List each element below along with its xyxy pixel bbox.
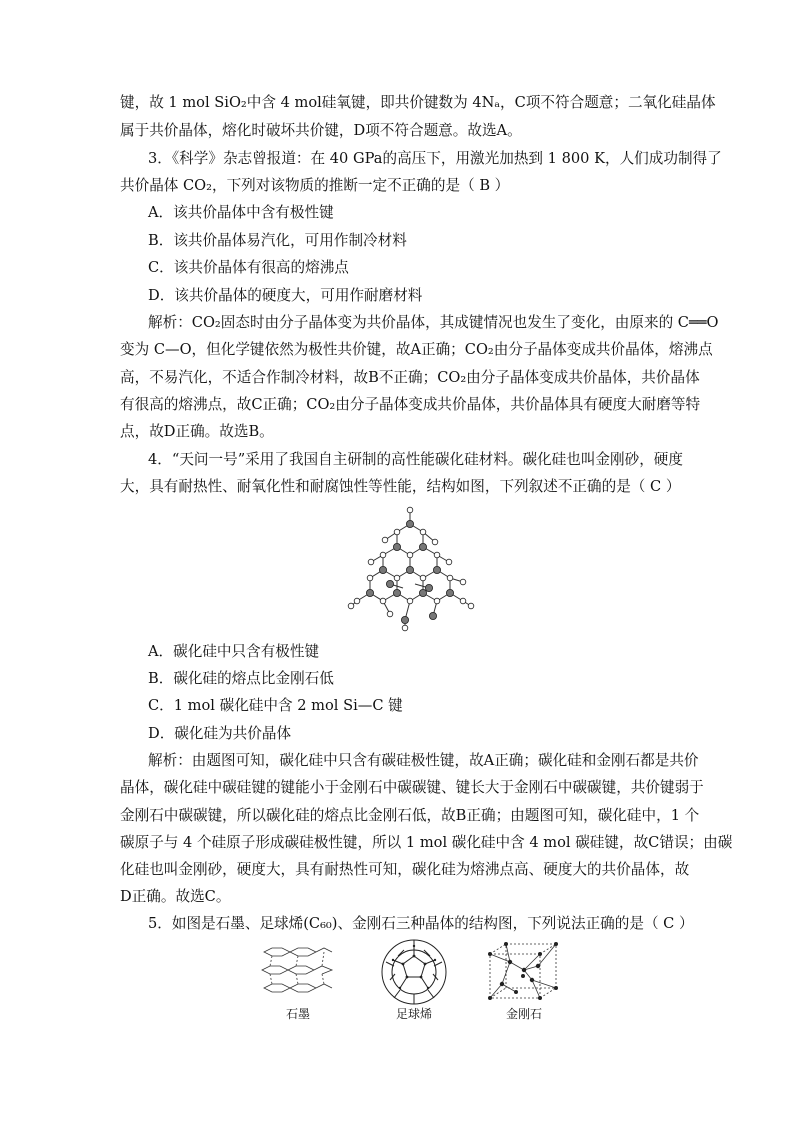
q4-analysis: 解析：由题图可知，碳化硅中只含有碳硅极性键，故A正确；碳化硅和金刚石都是共价 bbox=[148, 752, 699, 769]
q4-analysis: D正确。故选C。 bbox=[120, 888, 231, 905]
q3-option-b: B．该共价晶体易汽化，可用作制冷材料 bbox=[148, 232, 407, 249]
q3-option-a: A．该共价晶体中含有极性键 bbox=[148, 204, 334, 221]
caption-diamond: 金刚石 bbox=[505, 1007, 542, 1021]
q3-option-d: D．该共价晶体的硬度大，可用作耐磨材料 bbox=[148, 287, 423, 304]
q4-stem: 4．“天问一号”采用了我国自主研制的高性能碳化硅材料。碳化硅也叫金刚砂，硬度 bbox=[148, 451, 683, 468]
silicon-carbide-structure-figure bbox=[345, 502, 480, 632]
paragraph-line: 属于共价晶体，熔化时破坏共价键，D项不符合题意。故选A。 bbox=[120, 122, 522, 139]
q3-stem: 3．《科学》杂志曾报道：在 40 GPa的高压下，用激光加热到 1 800 K，人们成功制得了 bbox=[148, 150, 722, 167]
q3-analysis: 变为 C—O，但化学键依然为极性共价键，故A正确；CO₂由分子晶体变成共价晶体，熔沸点 bbox=[120, 341, 713, 358]
q4-option-d: D．碳化硅为共价晶体 bbox=[148, 725, 292, 742]
q3-analysis: 高，不易汽化，不适合作制冷材料，故B不正确；CO₂由分子晶体变成共价晶体，共价晶体 bbox=[120, 369, 700, 386]
q4-option-b: B．碳化硅的熔点比金刚石低 bbox=[148, 670, 334, 687]
graphite-structure-figure bbox=[258, 942, 338, 1002]
q3-analysis: 解析：CO₂固态时由分子晶体变为共价晶体，其成键情况也发生了变化，由原来的 C══O bbox=[148, 314, 719, 331]
diamond-structure-figure bbox=[484, 940, 564, 1002]
q4-analysis: 金刚石中碳碳键，所以碳化硅的熔点比金刚石低，故B正确；由题图可知，碳化硅中，1 个 bbox=[120, 807, 700, 824]
q3-option-c: C．该共价晶体有很高的熔沸点 bbox=[148, 259, 349, 276]
fullerene-structure-figure bbox=[378, 938, 450, 1006]
q5-stem: 5．如图是石墨、足球烯(C₆₀)、金刚石三种晶体的结构图，下列说法正确的是（ C ） bbox=[148, 915, 694, 932]
q4-option-c: C．1 mol 碳化硅中含 2 mol Si—C 键 bbox=[148, 697, 403, 714]
q4-analysis: 晶体，碳化硅中碳硅键的键能小于金刚石中碳碳键、键长大于金刚石中碳碳键，共价键弱于 bbox=[120, 779, 704, 796]
caption-fullerene: 足球烯 bbox=[395, 1007, 432, 1021]
q4-analysis: 碳原子与 4 个硅原子形成碳硅极性键，所以 1 mol 碳化硅中含 4 mol 碳硅键，故C错误；由碳 bbox=[120, 834, 733, 851]
q3-analysis: 有很高的熔沸点，故C正确；CO₂由分子晶体变成共价晶体，共价晶体具有硬度大耐磨等特 bbox=[120, 396, 701, 413]
q4-option-a: A．碳化硅中只含有极性键 bbox=[148, 643, 320, 660]
q3-analysis: 点，故D正确。故选B。 bbox=[120, 423, 274, 440]
q3-stem-cont: 共价晶体 CO₂，下列对该物质的推断一定不正确的是（ B ） bbox=[120, 177, 510, 194]
q4-stem-cont: 大，具有耐热性、耐氧化性和耐腐蚀性等性能，结构如图，下列叙述不正确的是（ C ） bbox=[120, 478, 681, 495]
q4-analysis: 化硅也叫金刚砂，硬度大，具有耐热性可知，碳化硅为熔沸点高、硬度大的共价晶体，故 bbox=[120, 861, 690, 878]
caption-graphite: 石墨 bbox=[285, 1007, 310, 1021]
paragraph-line: 键，故 1 mol SiO₂中含 4 mol硅氧键，即共价键数为 4Nₐ，C项不符合题意；二氧化硅晶体 bbox=[120, 94, 716, 111]
